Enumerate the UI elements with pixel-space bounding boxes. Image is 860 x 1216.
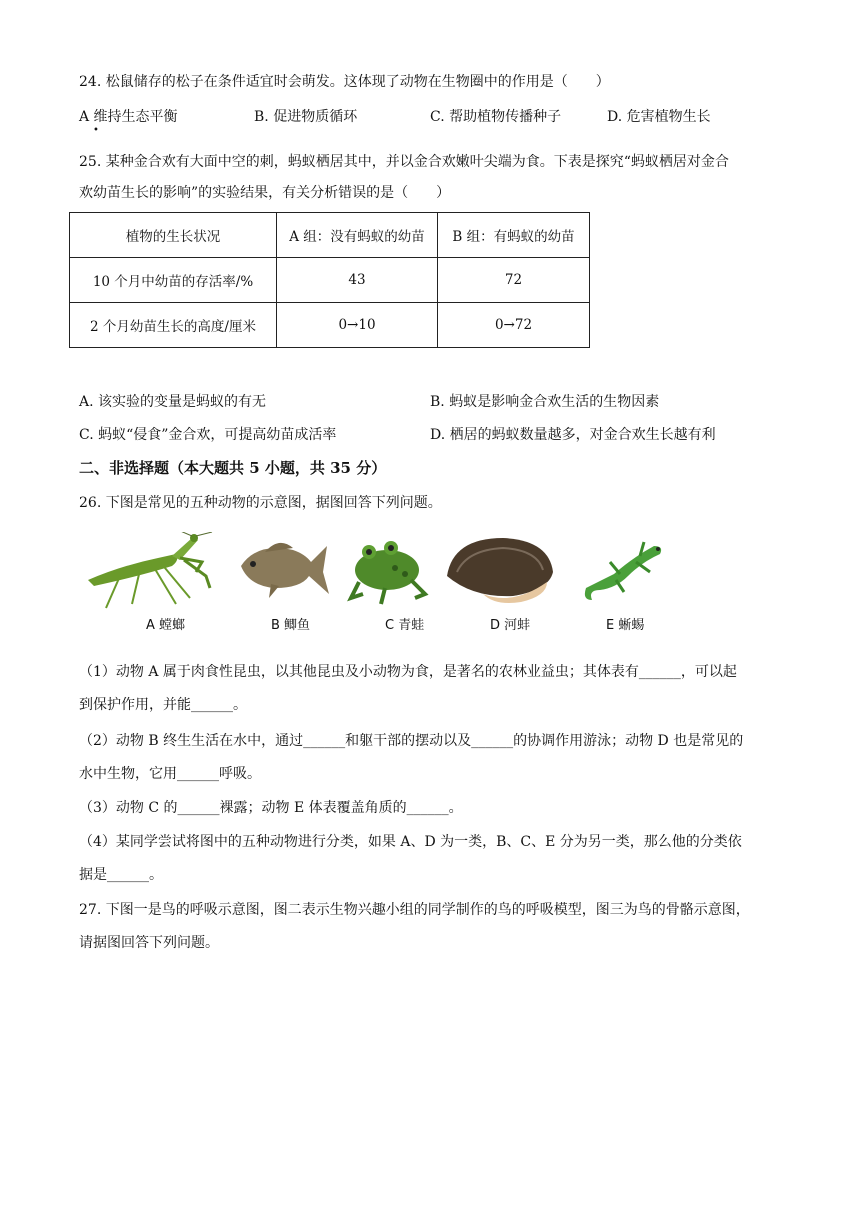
q27-stem-line2: 请据图回答下列问题。 <box>79 935 219 951</box>
table-header-cell: A 组：没有蚂蚁的幼苗 <box>277 213 438 258</box>
q24-option-b: B. 促进物质循环 <box>254 109 358 125</box>
q26-part2-line2: 水中生物，它用______呼吸。 <box>79 766 261 782</box>
table-cell: 0→10 <box>277 303 438 348</box>
q24-option-c: C. 帮助植物传播种子 <box>430 109 562 125</box>
q26-part2-line1: （2）动物 B 终生生活在水中，通过______和躯干部的摆动以及______的协调作用游泳；动物 D 也是常见的 <box>79 733 744 749</box>
animal-label-e: E 蜥蜴 <box>606 618 645 633</box>
q26-stem: 26. 下图是常见的五种动物的示意图，据图回答下列问题。 <box>79 495 442 511</box>
q25-option-d: D. 栖居的蚂蚁数量越多，对金合欢生长越有利 <box>430 427 716 443</box>
q25-stem-line2: 欢幼苗生长的影响”的实验结果，有关分析错误的是（ ） <box>79 185 451 201</box>
q26-part4-line1: （4）某同学尝试将图中的五种动物进行分类，如果 A、D 为一类，B、C、E 分为另一类，那么他的分类依 <box>79 834 742 850</box>
q25-option-c: C. 蚂蚁“侵食”金合欢，可提高幼苗成活率 <box>79 427 337 443</box>
animal-label-c: C 青蛙 <box>385 618 425 633</box>
table-cell: 10 个月中幼苗的存活率/% <box>70 258 277 303</box>
q26-part1-line1: （1）动物 A 属于肉食性昆虫，以其他昆虫及小动物为食，是著名的农林业益虫；其体表有______，可以起 <box>79 664 737 680</box>
q26-part4-line2: 据是______。 <box>79 867 163 883</box>
q25-option-a: A. 该实验的变量是蚂蚁的有无 <box>79 394 267 410</box>
table-cell: 72 <box>438 258 590 303</box>
table-row <box>70 258 590 303</box>
q26-part3: （3）动物 C 的______裸露；动物 E 体表覆盖角质的______。 <box>79 800 463 816</box>
q24-stem: 24. 松鼠储存的松子在条件适宜时会萌发。这体现了动物在生物圈中的作用是（ ） <box>79 74 610 90</box>
q24-option-marker: • <box>93 125 99 136</box>
q24-option-d: D. 危害植物生长 <box>607 109 711 125</box>
experiment-table <box>69 212 590 348</box>
lizard-icon <box>580 532 670 612</box>
table-cell: 0→72 <box>438 303 590 348</box>
table-header-row <box>70 213 590 258</box>
animal-label-d: D 河蚌 <box>490 618 531 633</box>
clam-icon <box>443 532 558 612</box>
table-cell: 2 个月幼苗生长的高度/厘米 <box>70 303 277 348</box>
frog-icon <box>345 532 430 612</box>
table-header-cell: 植物的生长状况 <box>70 213 277 258</box>
q24-option-a: A 维持生态平衡 <box>79 109 178 125</box>
fish-icon <box>235 532 330 612</box>
section-title: 二、非选择题（本大题共 5 小题，共 35 分） <box>79 459 387 477</box>
q25-stem-line1: 25. 某种金合欢有大面中空的刺，蚂蚁栖居其中，并以金合欢嫩叶尖端为食。下表是探究“蚂蚁栖居对金合 <box>79 154 729 170</box>
mantis-icon <box>80 532 215 612</box>
q26-part1-line2: 到保护作用，并能______。 <box>79 697 247 713</box>
table-cell: 43 <box>277 258 438 303</box>
table-row <box>70 303 590 348</box>
animal-label-b: B 鲫鱼 <box>271 618 311 633</box>
q27-stem-line1: 27. 下图一是鸟的呼吸示意图，图二表示生物兴趣小组的同学制作的鸟的呼吸模型，图三为鸟的骨骼示意图， <box>79 902 750 918</box>
animal-figure <box>80 532 680 637</box>
animal-label-a: A 螳螂 <box>146 618 186 633</box>
q25-option-b: B. 蚂蚁是影响金合欢生活的生物因素 <box>430 394 660 410</box>
table-header-cell: B 组：有蚂蚁的幼苗 <box>438 213 590 258</box>
